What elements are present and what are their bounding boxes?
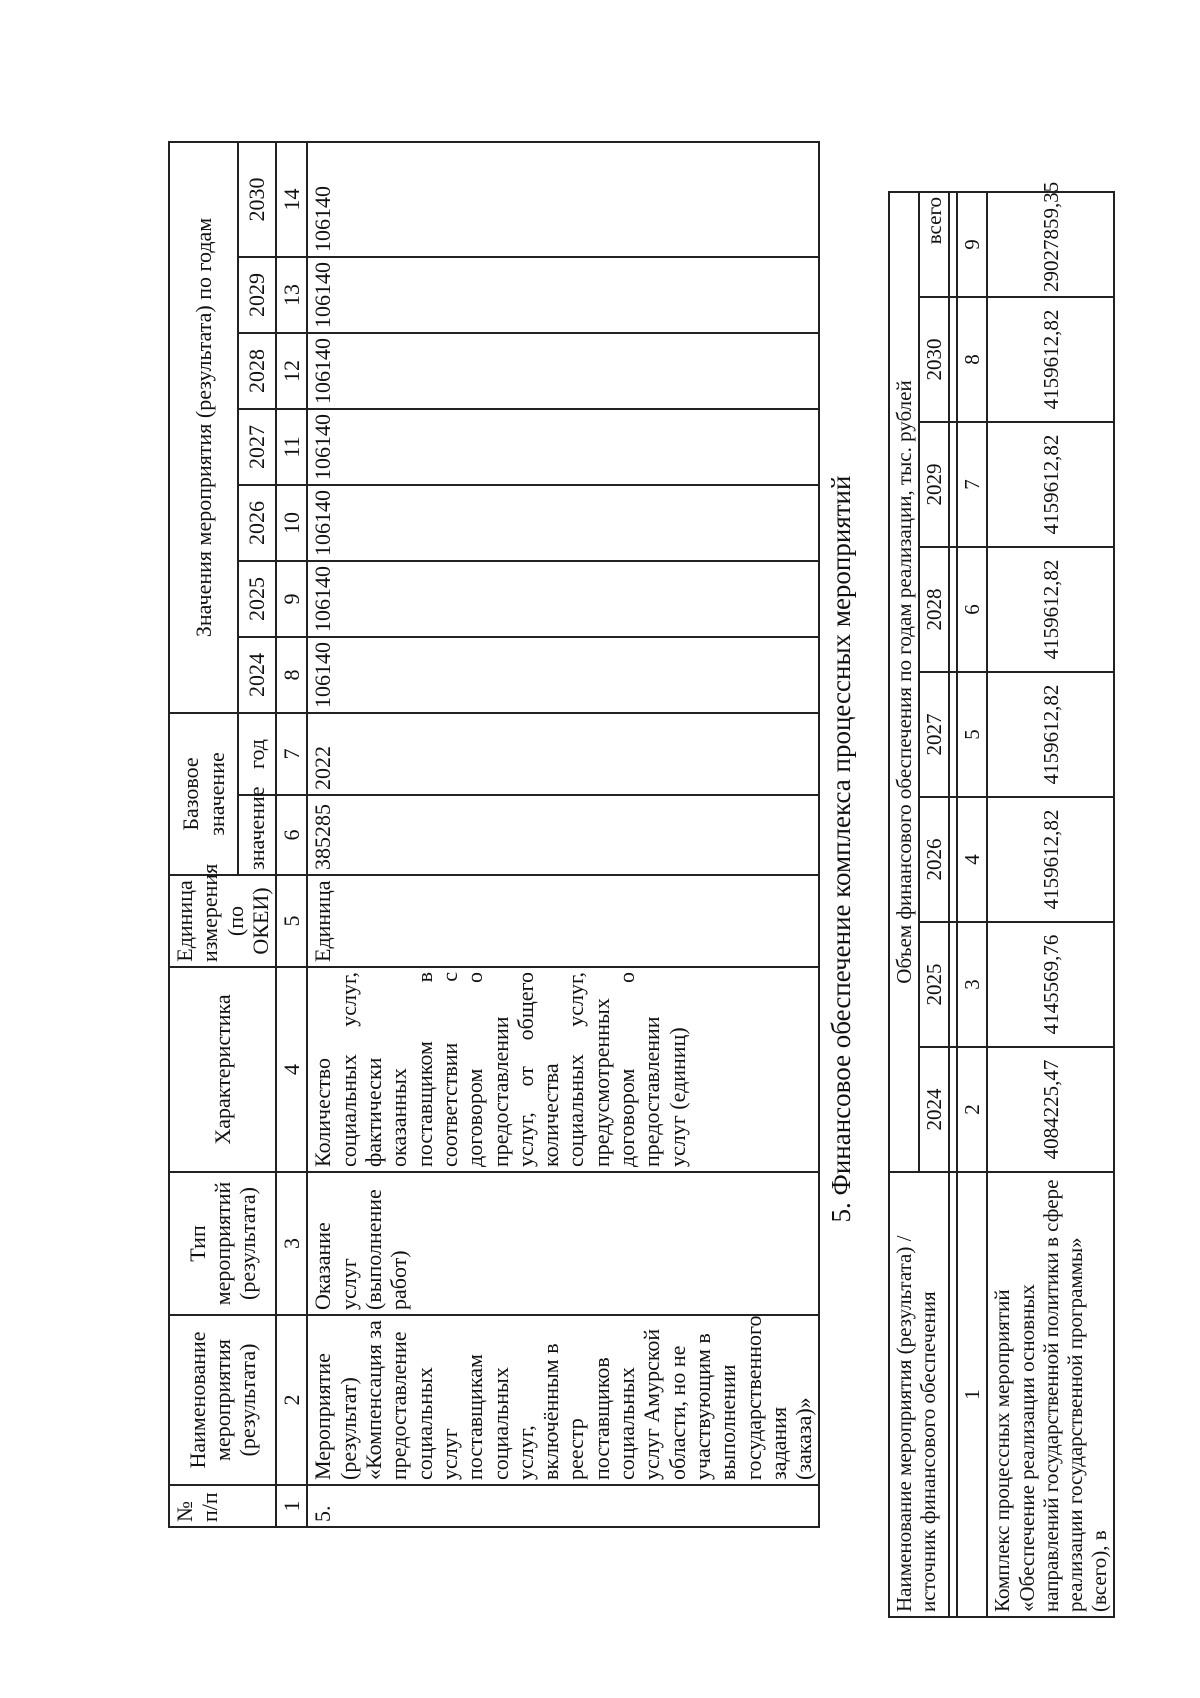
measures-values-table bbox=[168, 141, 820, 1528]
header-volume-group: Объем финансового обеспечения по годам реализации, тыс. рублей bbox=[889, 192, 919, 1172]
row-value: 4145569,76 bbox=[987, 922, 1114, 1047]
column-number-row bbox=[276, 142, 307, 1527]
header-num: № п/п bbox=[169, 1485, 276, 1527]
header-base-year: год bbox=[238, 713, 276, 795]
column-number: 8 bbox=[276, 637, 307, 713]
header-year: 2028 bbox=[919, 547, 949, 672]
row-type: Оказание услуг (выполнение работ) bbox=[307, 1172, 819, 1315]
header-year: 2029 bbox=[919, 422, 949, 547]
column-number: 5 bbox=[276, 875, 307, 967]
header-year: 2025 bbox=[919, 922, 949, 1047]
column-number: 7 bbox=[957, 422, 987, 547]
column-number: 9 bbox=[957, 192, 987, 297]
header-total: всего bbox=[919, 192, 949, 297]
column-number: 11 bbox=[276, 409, 307, 485]
row-value: 4084225,47 bbox=[987, 1047, 1114, 1172]
column-number: 2 bbox=[276, 1315, 307, 1485]
header-years-group: Значения мероприятия (результата) по годам bbox=[169, 142, 238, 713]
table-row bbox=[987, 192, 1114, 1617]
column-number: 6 bbox=[957, 547, 987, 672]
row-name: Мероприятие (результат) «Компенсация за предоставление социальных услуг поставщикам социальных услуг, включённым в реестр поставщиков социальных услуг Амурской области, но не участвующим в выполнении государственного задания (заказа)» bbox=[307, 1315, 819, 1485]
column-number: 2 bbox=[957, 1047, 987, 1172]
row-unit: Единица bbox=[307, 875, 819, 967]
row-value: 4159612,82 bbox=[987, 297, 1114, 422]
row-characteristic: Количество социальных услуг, фактически оказанных поставщиком в соответствии с договором о предоставлении услуг, от общего количества социальных услуг, предусмотренных договором о предоставлении услуг (единиц) bbox=[307, 967, 819, 1172]
header-year: 2025 bbox=[238, 561, 276, 637]
spacer-row bbox=[949, 192, 957, 1617]
financing-table bbox=[888, 181, 1115, 1618]
row-num: 5. bbox=[307, 1485, 819, 1527]
row-value: 4159612,82 bbox=[987, 422, 1114, 547]
row-base-value: 385285 bbox=[307, 795, 819, 875]
column-number: 3 bbox=[957, 922, 987, 1047]
header-base-group: Базовое значение bbox=[169, 713, 238, 875]
column-number: 14 bbox=[276, 142, 307, 257]
column-number: 9 bbox=[276, 561, 307, 637]
row-total: 29027859,35 bbox=[987, 192, 1114, 297]
column-number: 10 bbox=[276, 485, 307, 561]
header-unit: Единица измерения (по ОКЕИ) bbox=[169, 875, 276, 967]
header-year: 2030 bbox=[238, 142, 276, 257]
table-row bbox=[307, 142, 819, 1527]
column-number: 4 bbox=[276, 967, 307, 1172]
header-year: 2026 bbox=[919, 797, 949, 922]
column-number-row bbox=[957, 192, 987, 1617]
column-number: 12 bbox=[276, 333, 307, 409]
column-number: 8 bbox=[957, 297, 987, 422]
header-year: 2026 bbox=[238, 485, 276, 561]
row-value: 106140 bbox=[307, 142, 819, 257]
header-type: Тип мероприятий (результата) bbox=[169, 1172, 276, 1315]
column-number: 7 bbox=[276, 713, 307, 795]
header-base-value: значение bbox=[238, 795, 276, 875]
column-number: 13 bbox=[276, 257, 307, 333]
row-value: 106140 bbox=[307, 637, 819, 713]
row-value: 106140 bbox=[307, 561, 819, 637]
row-name: Комплекс процессных мероприятий «Обеспечение реализации основных направлений государственной политики в сфере реализации государственной программы» (всего), в bbox=[987, 1172, 1114, 1617]
column-number: 3 bbox=[276, 1172, 307, 1315]
row-value: 106140 bbox=[307, 409, 819, 485]
header-year: 2024 bbox=[919, 1047, 949, 1172]
column-number: 6 bbox=[276, 795, 307, 875]
column-number: 5 bbox=[957, 672, 987, 797]
header-row-1 bbox=[169, 142, 238, 1527]
header-row-1 bbox=[889, 192, 919, 1617]
column-number: 1 bbox=[957, 1172, 987, 1617]
header-year: 2027 bbox=[919, 672, 949, 797]
row-value: 4159612,82 bbox=[987, 797, 1114, 922]
section-title: 5. Финансовое обеспечение комплекса процессных мероприятий bbox=[826, 475, 856, 1223]
header-year: 2027 bbox=[238, 409, 276, 485]
row-value: 4159612,82 bbox=[987, 672, 1114, 797]
header-year: 2029 bbox=[238, 257, 276, 333]
column-number: 1 bbox=[276, 1485, 307, 1527]
row-value: 106140 bbox=[307, 485, 819, 561]
row-value: 4159612,82 bbox=[987, 547, 1114, 672]
header-year: 2030 bbox=[919, 297, 949, 422]
header-name: Наименование мероприятия (результата) / источник финансового обеспечения bbox=[889, 1172, 949, 1617]
row-value: 106140 bbox=[307, 333, 819, 409]
header-name: Наименование мероприятия (результата) bbox=[169, 1315, 276, 1485]
header-year: 2028 bbox=[238, 333, 276, 409]
header-year: 2024 bbox=[238, 637, 276, 713]
row-value: 106140 bbox=[307, 257, 819, 333]
row-base-year: 2022 bbox=[307, 713, 819, 795]
header-characteristic: Характеристика bbox=[169, 967, 276, 1172]
column-number: 4 bbox=[957, 797, 987, 922]
